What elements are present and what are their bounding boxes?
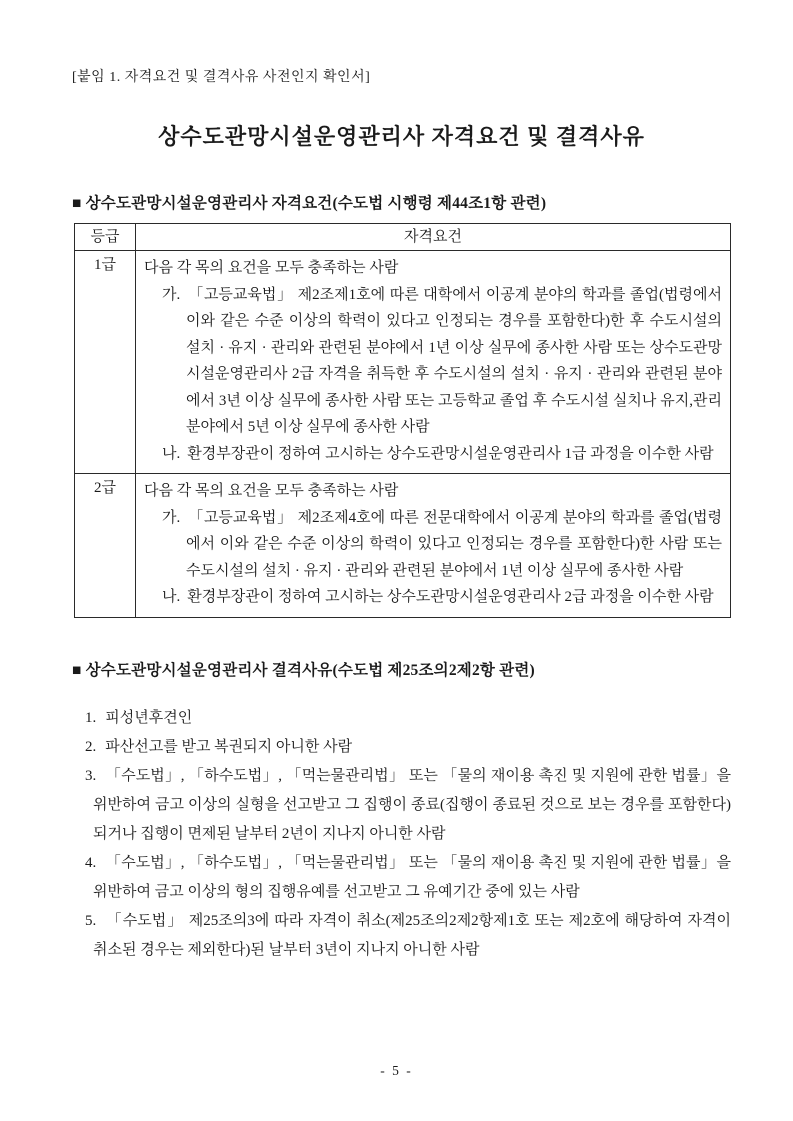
table-row-grade-2 — [75, 474, 731, 618]
list-item — [72, 704, 731, 733]
list-item-number: 3. — [85, 767, 97, 784]
table-row-grade-1 — [75, 251, 731, 474]
list-item — [72, 849, 731, 907]
list-item — [72, 907, 731, 965]
list-item-number: 5. — [85, 912, 97, 929]
list-item-text: 피성년후견인 — [105, 709, 193, 726]
grade-1-intro: 다음 각 목의 요건을 모두 충족하는 사람 — [144, 260, 399, 276]
list-item-number: 4. — [85, 854, 97, 871]
qualification-table — [74, 223, 731, 618]
item-label: 나. — [162, 445, 181, 462]
list-item-text: 「수도법」, 「하수도법」, 「먹는물관리법」 또는 「물의 재이용 촉진 및 지원에 관한 법률」을 위반하여 금고 이상의 형의 집행유예를 선고받고 그 유예기간 중에 있는 사람 — [93, 854, 731, 900]
list-item — [72, 762, 731, 849]
table-header-row — [75, 224, 731, 251]
column-header-grade: 등급 — [75, 224, 136, 251]
list-item-number: 1. — [85, 709, 97, 726]
list-item-text: 「수도법」 제25조의3에 따라 자격이 취소(제25조의2제2항제1호 또는 제2호에 해당하여 자격이 취소된 경우는 제외한다)된 날부터 3년이 지나지 아니한 사람 — [93, 912, 731, 958]
section-heading-qualifications: ■ 상수도관망시설운영관리사 자격요건(수도법 시행령 제44조1항 관련) — [72, 195, 547, 212]
grade-2-requirements — [136, 474, 731, 618]
item-text: 환경부장관이 정하여 고시하는 상수도관망시설운영관리사 2급 과정을 이수한 사람 — [187, 589, 714, 605]
list-item — [72, 733, 731, 762]
grade-1-item-na — [144, 441, 722, 468]
list-item-text: 파산선고를 받고 복권되지 아니한 사람 — [105, 738, 353, 755]
list-item-number: 2. — [85, 738, 97, 755]
grade-1-requirements — [136, 251, 731, 474]
item-label: 가. — [162, 509, 181, 526]
item-label: 가. — [162, 286, 181, 303]
grade-1-item-ga — [144, 282, 722, 441]
attachment-label: [붙임 1. 자격요건 및 결격사유 사전인지 확인서] — [72, 70, 371, 85]
page-title: 상수도관망시설운영관리사 자격요건 및 결격사유 — [158, 124, 645, 149]
item-text: 환경부장관이 정하여 고시하는 상수도관망시설운영관리사 1급 과정을 이수한 사람 — [187, 445, 714, 462]
grade-1-label: 1급 — [75, 251, 136, 474]
disqualification-list — [72, 704, 731, 965]
column-header-requirements: 자격요건 — [136, 224, 731, 251]
item-label: 나. — [162, 589, 181, 605]
grade-2-label: 2급 — [75, 474, 136, 618]
section-heading-disqualifications: ■ 상수도관망시설운영관리사 결격사유(수도법 제25조의2제2항 관련) — [72, 661, 535, 679]
list-item-text: 「수도법」, 「하수도법」, 「먹는물관리법」 또는 「물의 재이용 촉진 및 지원에 관한 법률」을 위반하여 금고 이상의 실형을 선고받고 그 집행이 종료(집행이 종료된 것으로 보는 경우를 포함한다)되거나 집행이 면제된 날부터 2년이 지나지 아니한 사람 — [93, 767, 731, 842]
grade-2-intro: 다음 각 목의 요건을 모두 충족하는 사람 — [144, 483, 399, 499]
grade-2-item-na — [144, 584, 722, 611]
grade-2-item-ga — [144, 505, 722, 585]
page-number: - 5 - — [380, 1063, 413, 1078]
item-text: 「고등교육법」 제2조제4호에 따른 전문대학에서 이공계 분야의 학과를 졸업(법령에서 이와 같은 수준 이상의 학력이 있다고 인정되는 경우를 포함한다)한 사람 또는 수도시설의 설치 · 유지 · 관리와 관련된 분야에서 1년 이상 실무에 종사한 사람 — [186, 509, 722, 579]
item-text: 「고등교육법」 제2조제1호에 따른 대학에서 이공계 분야의 학과를 졸업(법령에서 이와 같은 수준 이상의 학력이 있다고 인정되는 경우를 포함한다)한 후 수도시설의 설치 · 유지 · 관리와 관련된 분야에서 1년 이상 실무에 종사한 사람 또는 상수도관망시설운영관리사 2급 자격을 취득한 후 수도시설의 설치 · 유지 · 관리와 관련된 분야에서 3년 이상 실무에 종사한 사람 또는 고등학교 졸업 후 수도시설 실치나 유지,관리 분야에서 5년 이상 실무에 종사한 사람 — [186, 286, 722, 435]
